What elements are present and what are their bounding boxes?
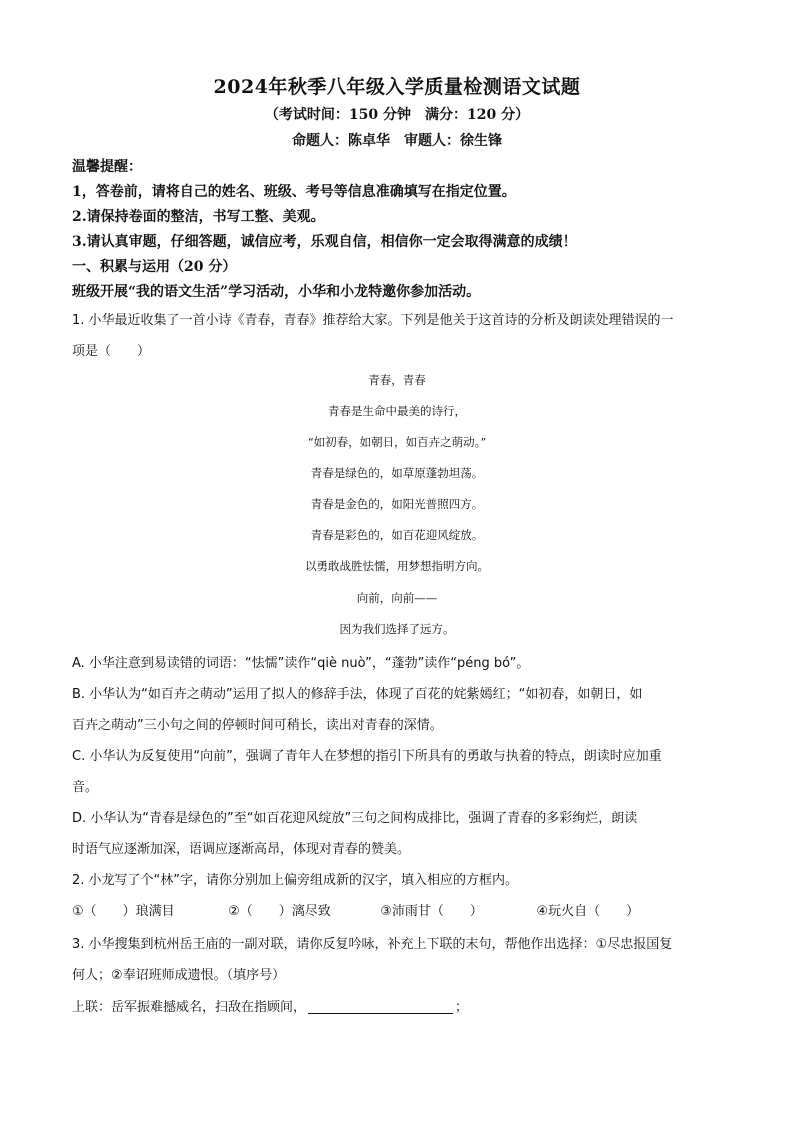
poem-line: 因为我们选择了远方。 bbox=[339, 622, 455, 636]
poem-line: 青春是金色的，如阳光普照四方。 bbox=[310, 497, 484, 511]
q2-stem: 2. 小龙写了个“林”字，请你分别加上偏旁组成新的汉字，填入相应的方框内。 bbox=[72, 873, 519, 888]
reminder-heading: 温馨提醒： bbox=[72, 159, 142, 175]
q3-upper-couplet bbox=[72, 996, 468, 1015]
poem-line: 青春是彩色的，如百花迎风绽放。 bbox=[310, 528, 484, 542]
q2-item: ④玩火自（ ） bbox=[536, 904, 640, 919]
section-intro: 班级开展“我的语文生活”学习活动，小华和小龙特邀你参加活动。 bbox=[72, 284, 481, 300]
option-a: A. 小华注意到易读错的词语：“怯懦”读作“qiè nuò”，“蓬勃”读作“péng bó”。 bbox=[72, 656, 530, 671]
option-b-cont: 百卉之萌动”三小句之间的停顿时间可稍长，读出对青春的深情。 bbox=[72, 718, 443, 733]
section-heading: 一、积累与运用（20 分） bbox=[72, 259, 237, 275]
poem-line: “如初春，如朝日，如百卉之萌动。” bbox=[307, 435, 487, 449]
upper-couplet-end: ； bbox=[455, 1000, 469, 1015]
option-b: B. 小华认为“如百卉之萌动”运用了拟人的修辞手法，体现了百花的姹紫嫣红；“如初春，如朝日，如 bbox=[72, 687, 643, 702]
option-d-cont: 时语气应逐渐加深，语调应逐渐高昂，体现对青春的赞美。 bbox=[72, 842, 411, 857]
option-c: C. 小华认为反复使用“向前”，强调了青年人在梦想的指引下所具有的勇敢与执着的特点，朗读时应加重 bbox=[72, 749, 662, 764]
q2-item: ②（ ）漓尽致 bbox=[228, 904, 331, 919]
exam-authors: 命题人：陈卓华 审题人：徐生锋 bbox=[292, 133, 502, 149]
upper-couplet-text: 上联：岳军振难撼威名，扫敌在指顾间， bbox=[72, 1000, 307, 1015]
exam-title: 2024年秋季八年级入学质量检测语文试题 bbox=[213, 76, 581, 98]
reminder-item: 2.请保持卷面的整洁，书写工整、美观。 bbox=[72, 209, 325, 225]
reminder-item: 1，答卷前，请将自己的姓名、班级、考号等信息准确填写在指定位置。 bbox=[72, 184, 516, 200]
answer-blank[interactable] bbox=[308, 999, 453, 1014]
q2-items bbox=[72, 900, 639, 919]
q1-stem-cont: 项是（ ） bbox=[72, 344, 151, 359]
option-d: D. 小华认为“青春是绿色的”至“如百花迎风绽放”三句之间构成排比，强调了青春的多彩绚烂，朗读 bbox=[72, 811, 638, 826]
q2-item: ③沛雨甘（ ） bbox=[380, 904, 483, 919]
option-c-cont: 音。 bbox=[72, 780, 99, 795]
poem-line: 青春是绿色的，如草原蓬勃坦荡。 bbox=[310, 466, 484, 480]
q3-stem: 3. 小华搜集到杭州岳王庙的一副对联，请你反复吟咏，补充上下联的末句，帮他作出选择：①尽忠报国复 bbox=[72, 937, 673, 952]
q2-item: ①（ ）琅满目 bbox=[72, 904, 175, 919]
exam-info: （考试时间：150 分钟 满分：120 分） bbox=[264, 107, 530, 123]
q1-stem: 1. 小华最近收集了一首小诗《青春，青春》推荐给大家。下列是他关于这首诗的分析及朗读处理错误的一 bbox=[72, 313, 674, 328]
reminder-item: 3.请认真审题，仔细答题，诚信应考，乐观自信，相信你一定会取得满意的成绩！ bbox=[72, 234, 577, 250]
poem-title: 青春，青春 bbox=[368, 373, 426, 387]
q3-stem-cont: 何人；②奉诏班师成遗恨。（填序号） bbox=[72, 968, 286, 983]
poem-line: 青春是生命中最美的诗行， bbox=[328, 404, 466, 418]
poem-line: 以勇敢战胜怯懦，用梦想指明方向。 bbox=[305, 559, 489, 573]
poem-line: 向前，向前—— bbox=[356, 591, 438, 605]
